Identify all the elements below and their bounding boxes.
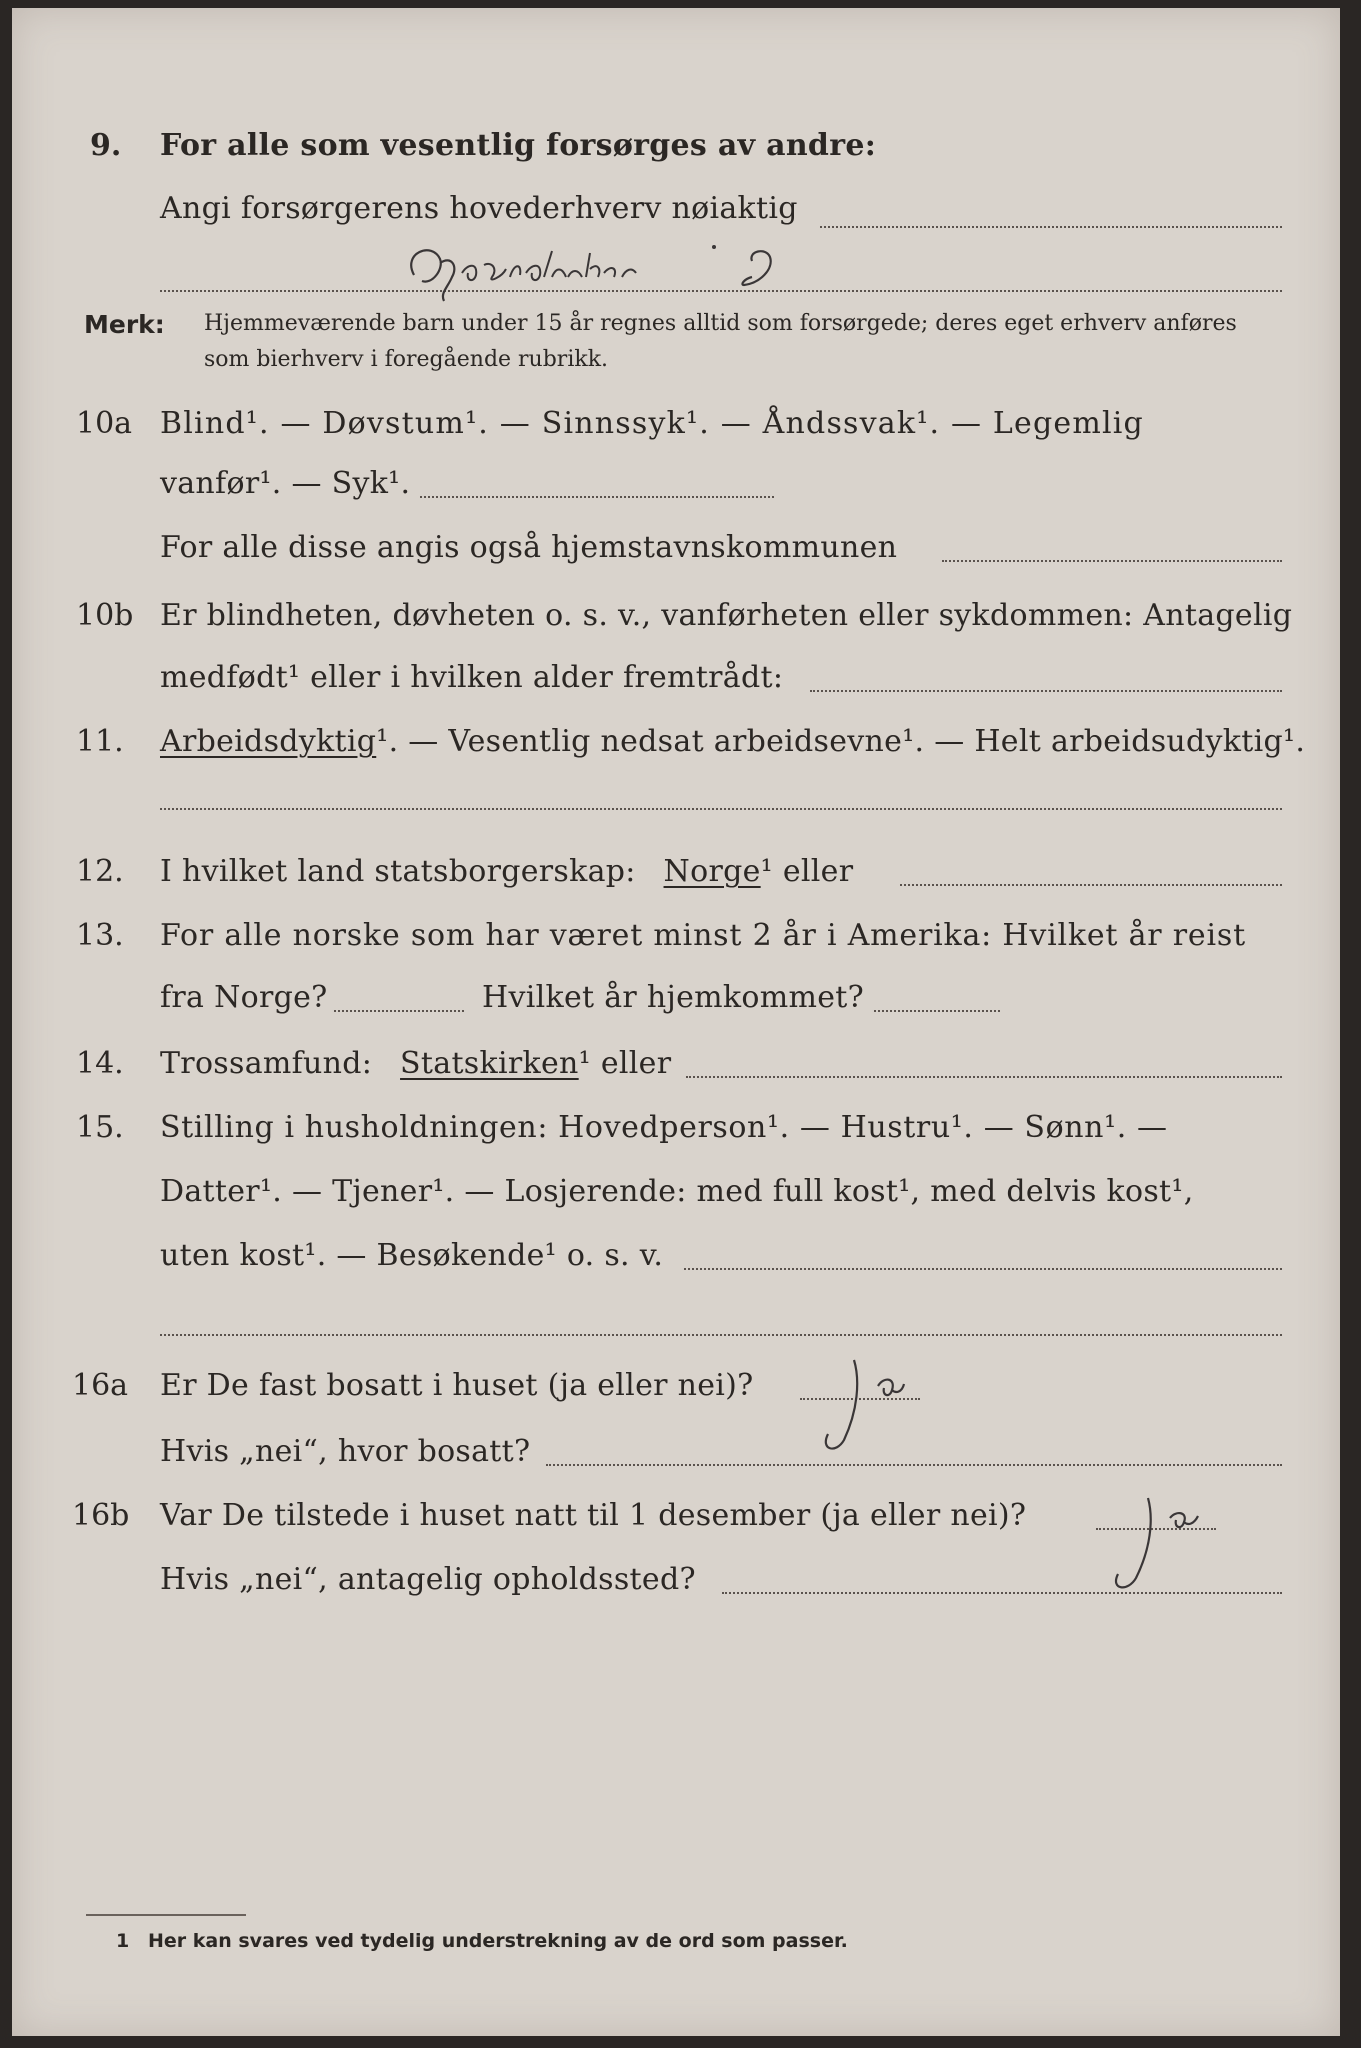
q10a-number: 10a [76,406,133,441]
q14-line [160,1046,671,1081]
merk-label: Merk: [84,310,165,339]
q14-number: 14. [76,1046,124,1081]
q15-line1: Stilling i husholdningen: Hovedperson¹. — Hustru¹. — Sønn¹. — [160,1110,1168,1145]
census-form-page [12,8,1340,2036]
q13-hjemkommet-line [874,1010,1000,1012]
q14-answer-line [686,1076,1282,1078]
q12-after: ¹ eller [760,854,854,889]
q15-answer-line-1 [684,1268,1282,1270]
q16a-answer-line [800,1398,920,1400]
q12-number: 12. [76,854,124,889]
q11-rest: ¹. — Vesentlig nedsat arbeidsevne¹. — Helt arbeidsudyktig¹. [376,724,1306,759]
q12-underlined-answer: Norge [663,854,761,889]
q14-before: Trossamfund: [160,1046,373,1081]
q11-underlined-answer: Arbeidsdyktig [160,724,377,759]
merk-text: Hjemmeværende barn under 15 år regnes alltid som forsørgede; deres eget erhverv anføres som bierhverv i foregående rubrikk. [204,311,1237,372]
q10a-line3: For alle disse angis også hjemstavnskommunen [160,530,898,565]
q13-line1: For alle norske som har været minst 2 år i Amerika: Hvilket år reist [160,918,1246,953]
q16a-handwritten-answer [792,1350,932,1460]
q16b-opholdssted-line [722,1592,1282,1594]
q16b-handwritten-answer [1082,1490,1222,1600]
q13-number: 13. [76,918,124,953]
q12-answer-line [900,884,1282,886]
q11-line [160,724,1305,759]
q10a-answer-line [420,496,774,498]
q10a-hjemstavn-line [942,560,1282,562]
q13-line2b: Hvilket år hjemkommet? [482,980,865,1015]
q13-reist-line [334,1010,464,1012]
q10a-line2: vanfør¹. — Syk¹. [160,466,411,501]
q15-number: 15. [76,1110,124,1145]
q13-line2a: fra Norge? [160,980,328,1015]
q12-line [160,854,853,889]
q9-line2: Angi forsørgerens hovederhverv nøiaktig [160,191,798,226]
q9-handwritten-answer [392,233,872,303]
q15-answer-line-2 [160,1334,1282,1336]
footnote-text: Her kan svares ved tydelig understrekning av de ord som passer. [148,1930,848,1952]
q9-number: 9. [90,128,122,163]
q16b-answer-line [1096,1528,1216,1530]
q9-line1: For alle som vesentlig forsørges av andre: [160,128,877,163]
q14-underlined-answer: Statskirken [400,1046,579,1081]
q10b-line1: Er blindheten, døvheten o. s. v., vanførheten eller sykdommen: Antagelig [160,598,1293,633]
q16a-number: 16a [72,1368,129,1403]
q16a-bosatt-line [546,1464,1282,1466]
q10b-line2: medfødt¹ eller i hvilken alder fremtrådt: [160,660,784,695]
q16a-line2: Hvis „nei“, hvor bosatt? [160,1434,531,1469]
q15-line2: Datter¹. — Tjener¹. — Losjerende: med full kost¹, med delvis kost¹, [160,1174,1194,1209]
q10a-line1: Blind¹. — Døvstum¹. — Sinnssyk¹. — Åndssvak¹. — Legemlig [160,406,1144,441]
q15-line3: uten kost¹. — Besøkende¹ o. s. v. [160,1238,664,1273]
q14-after: ¹ eller [578,1046,672,1081]
q12-before: I hvilket land statsborgerskap: [160,854,636,889]
q10b-answer-line [810,690,1282,692]
q10b-number: 10b [76,598,134,633]
footnote-rule [86,1914,246,1916]
q16b-line2: Hvis „nei“, antagelig opholdssted? [160,1562,696,1597]
q11-number: 11. [76,724,124,759]
q16b-number: 16b [72,1498,130,1533]
q9-answer-line-1 [820,226,1282,228]
footnote-mark: 1 [116,1930,130,1952]
q11-answer-line [160,808,1282,810]
q16b-line1: Var De tilstede i huset natt til 1 desember (ja eller nei)? [160,1498,1027,1533]
q16a-line1: Er De fast bosatt i huset (ja eller nei)? [160,1368,754,1403]
q9-answer-line-2 [160,290,1282,292]
